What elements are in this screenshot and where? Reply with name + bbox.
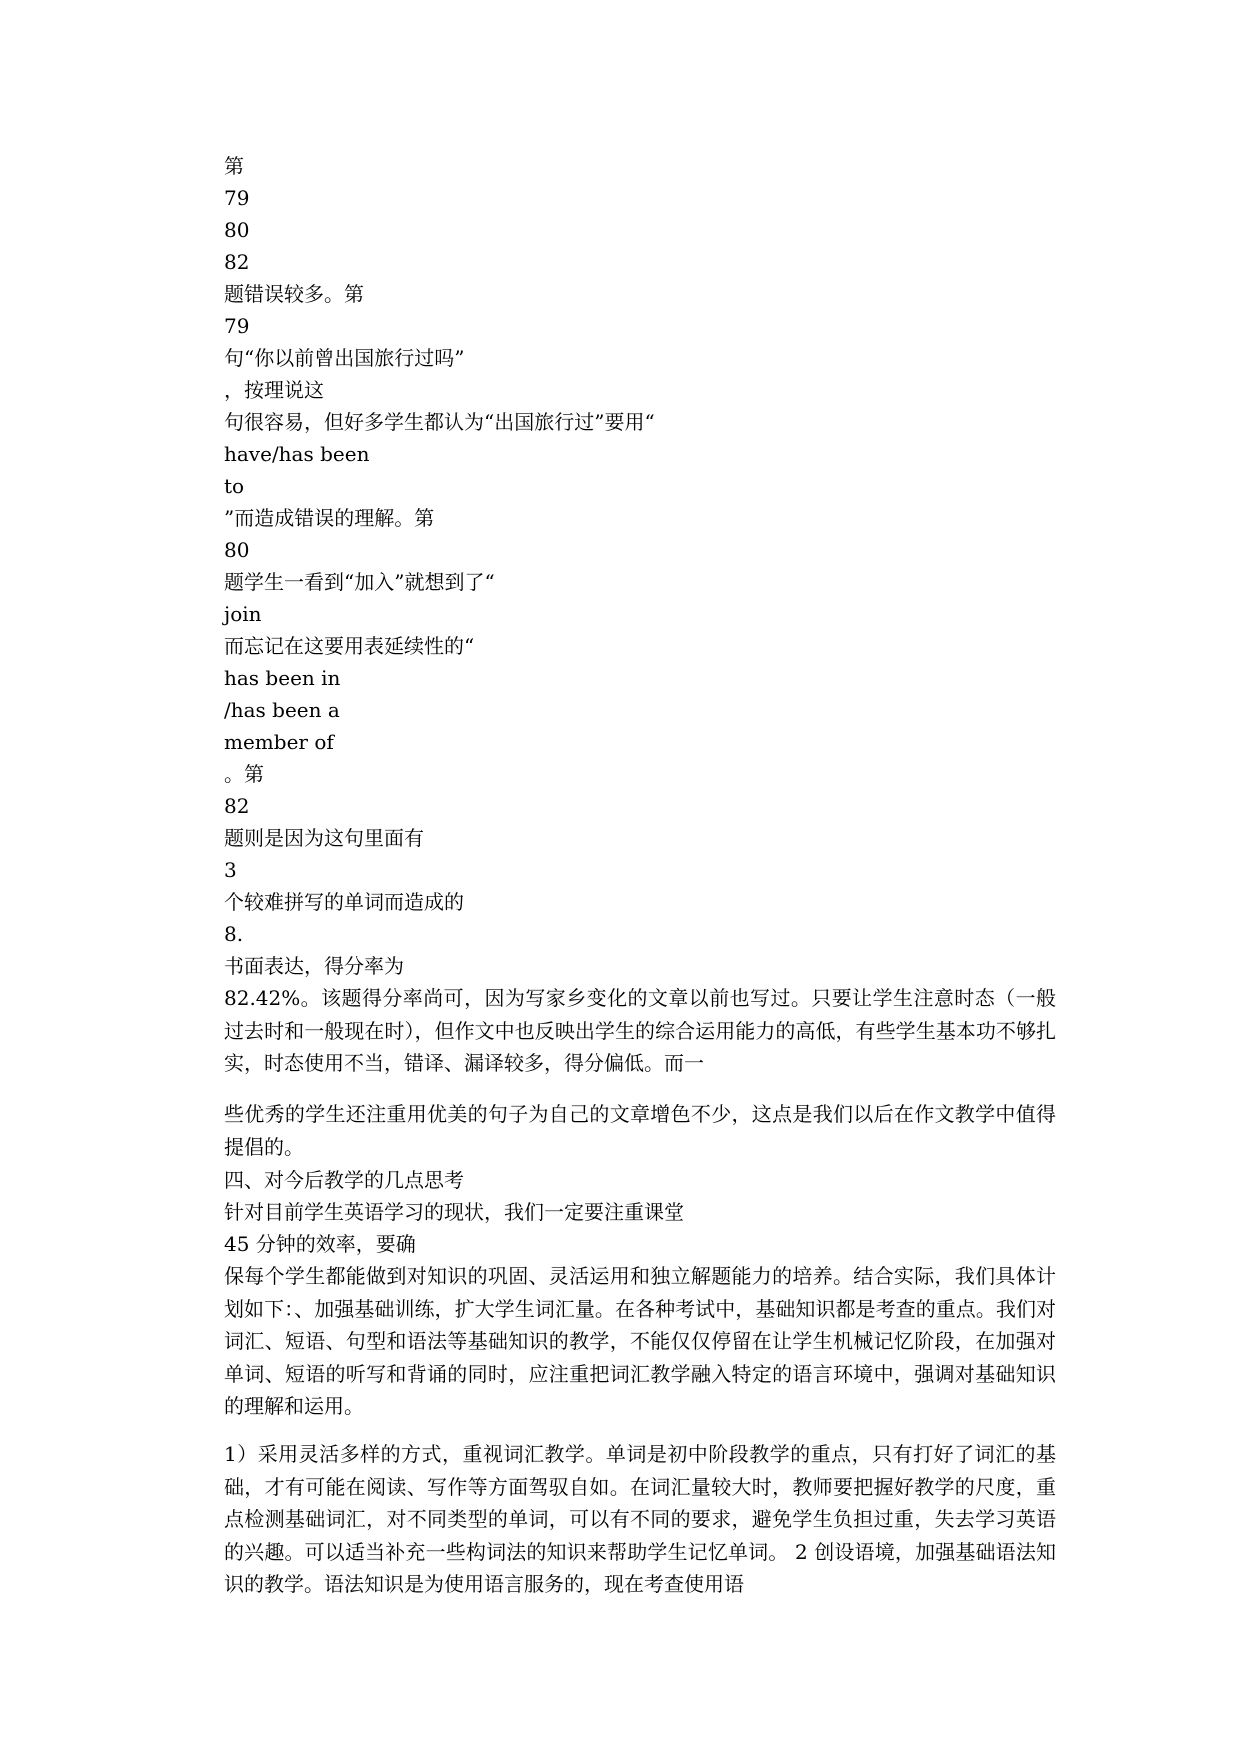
text-line: /has been a [224, 698, 340, 722]
text-line: 79 [224, 186, 250, 210]
text-line: to [224, 474, 245, 498]
text-line: 。第 [224, 762, 264, 786]
text-line: member of [224, 730, 334, 754]
text-line: have/has been [224, 442, 370, 466]
text-line: 82 [224, 794, 250, 818]
text-line: 个较难拼写的单词而造成的 [224, 890, 464, 914]
text-line: 句很容易，但好多学生都认为“出国旅行过”要用“ [224, 410, 655, 434]
section-heading: 四、对今后教学的几点思考 [224, 1168, 464, 1192]
text-line: 句“你以前曾出国旅行过吗” [224, 346, 465, 370]
text-line: 82 [224, 250, 250, 274]
text-line: 79 [224, 314, 250, 338]
text-line: ”而造成错误的理解。第 [224, 506, 435, 530]
text-line: 45 分钟的效率，要确 [224, 1232, 416, 1256]
paragraph-plan: 保每个学生都能做到对知识的巩固、灵活运用和独立解题能力的培养。结合实际，我们具体计划如下：、加强基础训练，扩大学生词汇量。在各种考试中，基础知识都是考查的重点。我们对词汇、短语、句型和语法等基础知识的教学，不能仅仅停留在让学生机械记忆阶段，在加强对单词、短语的听写和背诵的同时，应注重把词汇教学融入特定的语言环境中，强调对基础知识的理解和运用。 [224, 1264, 1056, 1418]
text-line: 80 [224, 538, 250, 562]
text-line: join [224, 602, 262, 626]
text-line: 80 [224, 218, 250, 242]
text-line: 书面表达，得分率为 [224, 954, 404, 978]
text-line: 而忘记在这要用表延续性的“ [224, 634, 475, 658]
text-line: 题学生一看到“加入”就想到了“ [224, 570, 495, 594]
text-line: 题错误较多。第 [224, 282, 364, 306]
paragraph-score: 82.42%。该题得分率尚可，因为写家乡变化的文章以前也写过。只要让学生注意时态（一般过去时和一般现在时），但作文中也反映出学生的综合运用能力的高低，有些学生基本功不够扎实，时态使用不当，错译、漏译较多，得分偏低。而一 [224, 986, 1056, 1075]
text-line: 3 [224, 858, 237, 882]
text-line: 题则是因为这句里面有 [224, 826, 424, 850]
text-line: ，按理说这 [224, 378, 324, 402]
text-line: 针对目前学生英语学习的现状，我们一定要注重课堂 [224, 1200, 684, 1224]
paragraph-writing: 些优秀的学生还注重用优美的句子为自己的文章增色不少，这点是我们以后在作文教学中值得提倡的。 [224, 1102, 1056, 1159]
paragraph-vocabulary: 1）采用灵活多样的方式，重视词汇教学。单词是初中阶段教学的重点，只有打好了词汇的基础，才有可能在阅读、写作等方面驾驭自如。在词汇量较大时，教师要把握好教学的尺度，重点检测基础词汇，对不同类型的单词，可以有不同的要求，避免学生负担过重，失去学习英语的兴趣。可以适当补充一些构词法的知识来帮助学生记忆单词。 2 创设语境，加强基础语法知识的教学。语法知识是为使用语言服务的，现在考查使用语 [224, 1442, 1056, 1596]
text-line: has been in [224, 666, 341, 690]
text-line: 第 [224, 154, 244, 178]
text-line: 8. [224, 922, 244, 946]
